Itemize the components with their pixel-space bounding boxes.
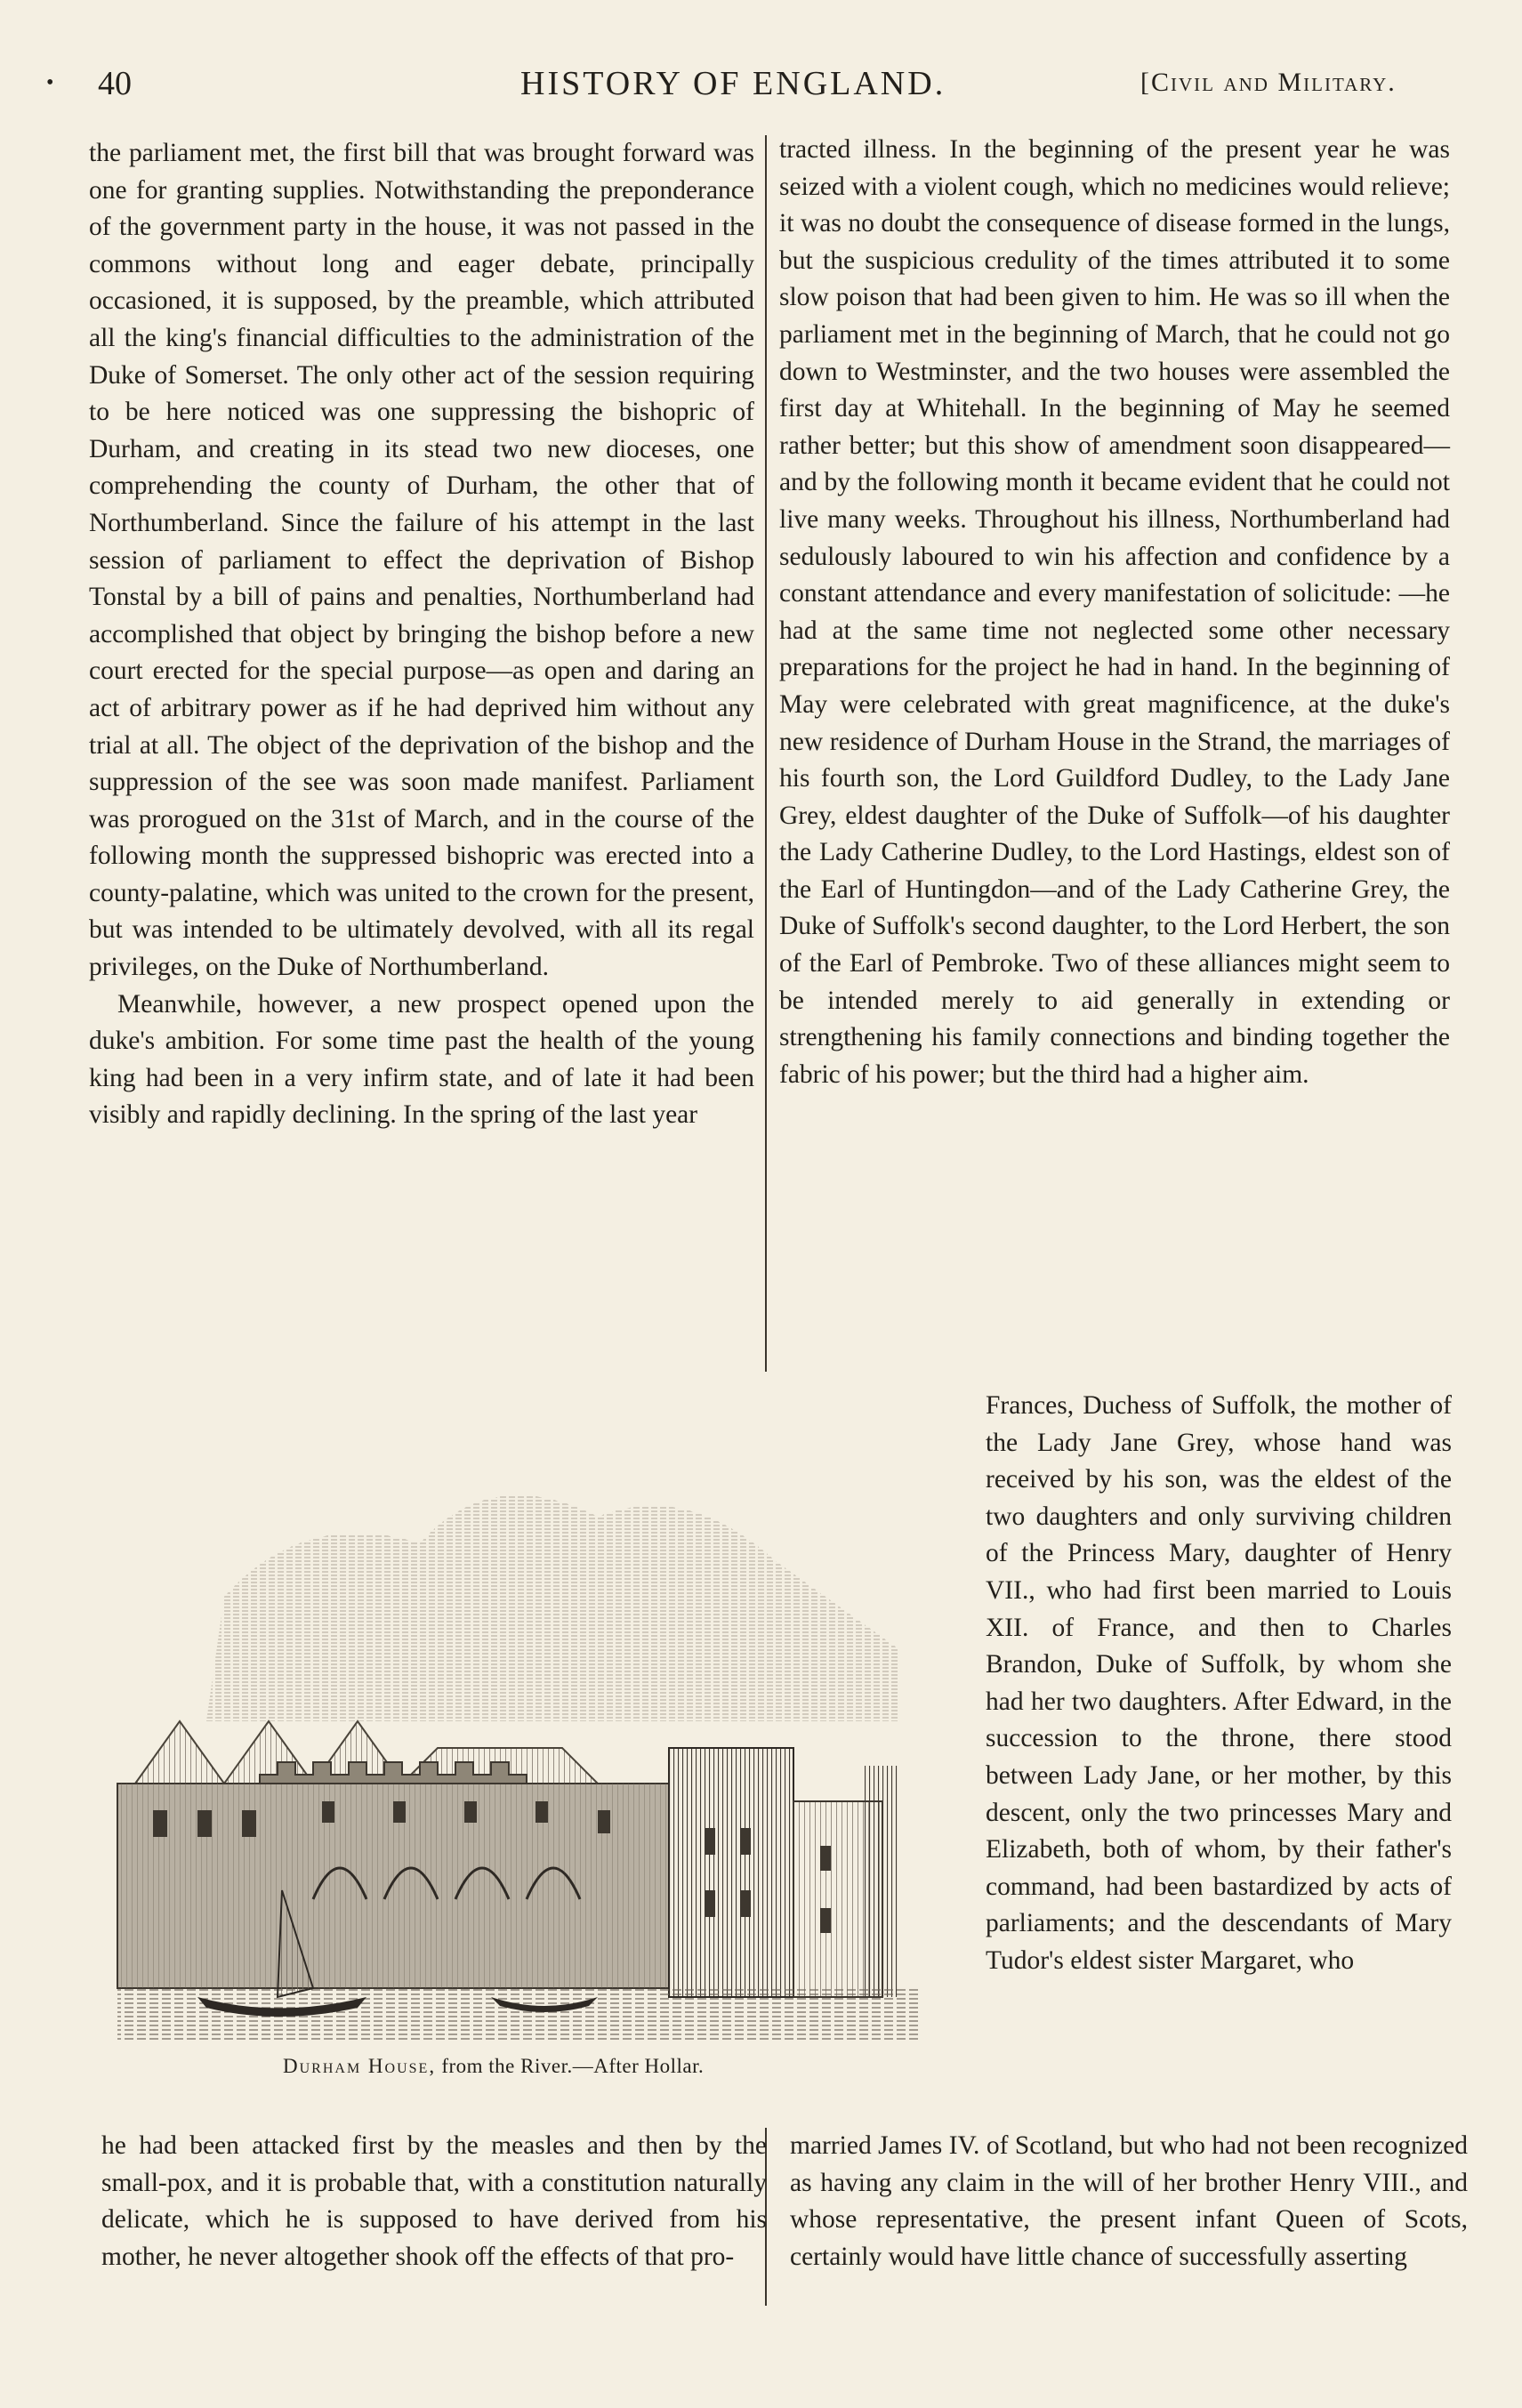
figure-caption bbox=[283, 2055, 704, 2078]
paragraph: he had been attacked first by the measles and then by the small-pox, and it is probable that, with a constitution naturally delicate, which he is supposed to have derived from his mother, he never altogether shook off the effects of that pro- bbox=[101, 2131, 767, 2271]
margin-mark: • bbox=[46, 71, 54, 94]
caption-rest: from the River.—After Hollar. bbox=[436, 2055, 705, 2077]
engraving-durham-house bbox=[100, 1428, 976, 2050]
right-column-bottom bbox=[790, 2128, 1468, 2275]
paragraph: married James IV. of Scotland, but who had not been recognized as having any claim in the will of her brother Henry VIII., and whose representative, the present infant Queen of Scots, certainly would have little chance of successfully asserting bbox=[790, 2131, 1468, 2271]
left-column-top bbox=[89, 135, 754, 1134]
column-rule-top bbox=[765, 135, 767, 1372]
paragraph: Frances, Duchess of Suffolk, the mother of the Lady Jane Grey, whose hand was received by his son, was the eldest of the two daughters and only surviving children of the Princess Mary, daughter of Henry VII., who had first been married to Louis XII. of France, and then to Charles Brandon, Duke of Suffolk, by whom she had her two daughters. After Edward, in the succession to the throne, there stood between Lady Jane, or her mother, by this descent, only the two princesses Mary and Elizabeth, both of whom, by their father's command, had been bastardized by acts of parliaments; and the descendants of Mary Tudor's eldest sister Margaret, who bbox=[986, 1391, 1452, 1975]
left-column-bottom bbox=[101, 2128, 767, 2275]
running-header bbox=[0, 59, 1522, 112]
text-beside-figure bbox=[986, 1388, 1452, 1980]
page-number: 40 bbox=[98, 65, 132, 102]
paragraph: tracted illness. In the beginning of the present year he was seized with a violent cough, which no medicines would relieve; it was no doubt the consequence of disease formed in the lungs, but the suspicious credulity of the times attributed it to some slow poison that had been given to him. He was so ill when the parliament met in the beginning of March, that he could not go down to Westminster, and the two houses were assembled the first day at Whitehall. In the beginning of May he seemed rather better; but this show of amendment soon disappeared—and by the following month it became evident that he could not live many weeks. Throughout his illness, Northumberland had sedulously laboured to win his affection and confidence by a constant attendance and every manifestation of solicitude: —he had at the same time not neglected some other necessary preparations for the project he had in hand. In the beginning of May were celebrated with great magnificence, at the duke's new residence of Durham House in the Strand, the marriages of his fourth son, the Lord Guildford Dudley, to the Lady Jane Grey, eldest daughter of the Duke of Suffolk—of his daughter the Lady Catherine Dudley, to the Lord Hastings, eldest son of the Earl of Huntingdon—and of the Lady Catherine Grey, the Duke of Suffolk's second daughter, to the Lord Herbert, the son of the Earl of Pembroke. Two of these alliances might seem to be intended merely to aid generally in extending or strengthening his family connections and binding together the fabric of his power; but the third had a higher aim. bbox=[779, 135, 1450, 1089]
section-title: [Civil and Military. bbox=[1140, 68, 1397, 97]
durham-house-engraving bbox=[100, 1428, 976, 2050]
paragraph: the parliament met, the first bill that was brought forward was one for granting supplies. Notwithstanding the preponderance of the government party in the house, it was not passed in the commons without long and eager debate, principally occasioned, it is supposed, by the preamble, which attributed all the king's financial difficulties to the administration of the Duke of Somerset. The only other act of the session requiring to be here noticed was one suppressing the bishopric of Durham, and creating in its stead two new dioceses, one comprehending the county of Durham, the other that of Northumberland. Since the failure of his attempt in the last session of parliament to effect the deprivation of Bishop Tonstal by a bill of pains and penalties, Northumberland had accomplished that object by bringing the bishop before a new court erected for the special purpose—as open and daring an act of arbitrary power as if he had deprived him without any trial at all. The object of the deprivation of the bishop and the suppression of the see was soon made manifest. Parliament was prorogued on the 31st of March, and in the course of the following month the suppressed bishopric was erected into a county-palatine, which was united to the crown for the present, but was intended to be ultimately devolved, with all its regal privileges, on the Duke of Northumberland. bbox=[89, 139, 754, 982]
right-column-top bbox=[779, 132, 1450, 1093]
running-title: HISTORY OF ENGLAND. bbox=[520, 65, 946, 102]
caption-title: Durham House, bbox=[283, 2055, 437, 2077]
paragraph: Meanwhile, however, a new prospect opened upon the duke's ambition. For some time past the health of the young king had been in a very infirm state, and of late it had been visibly and rapidly declining. In the spring of the last year bbox=[89, 989, 754, 1130]
